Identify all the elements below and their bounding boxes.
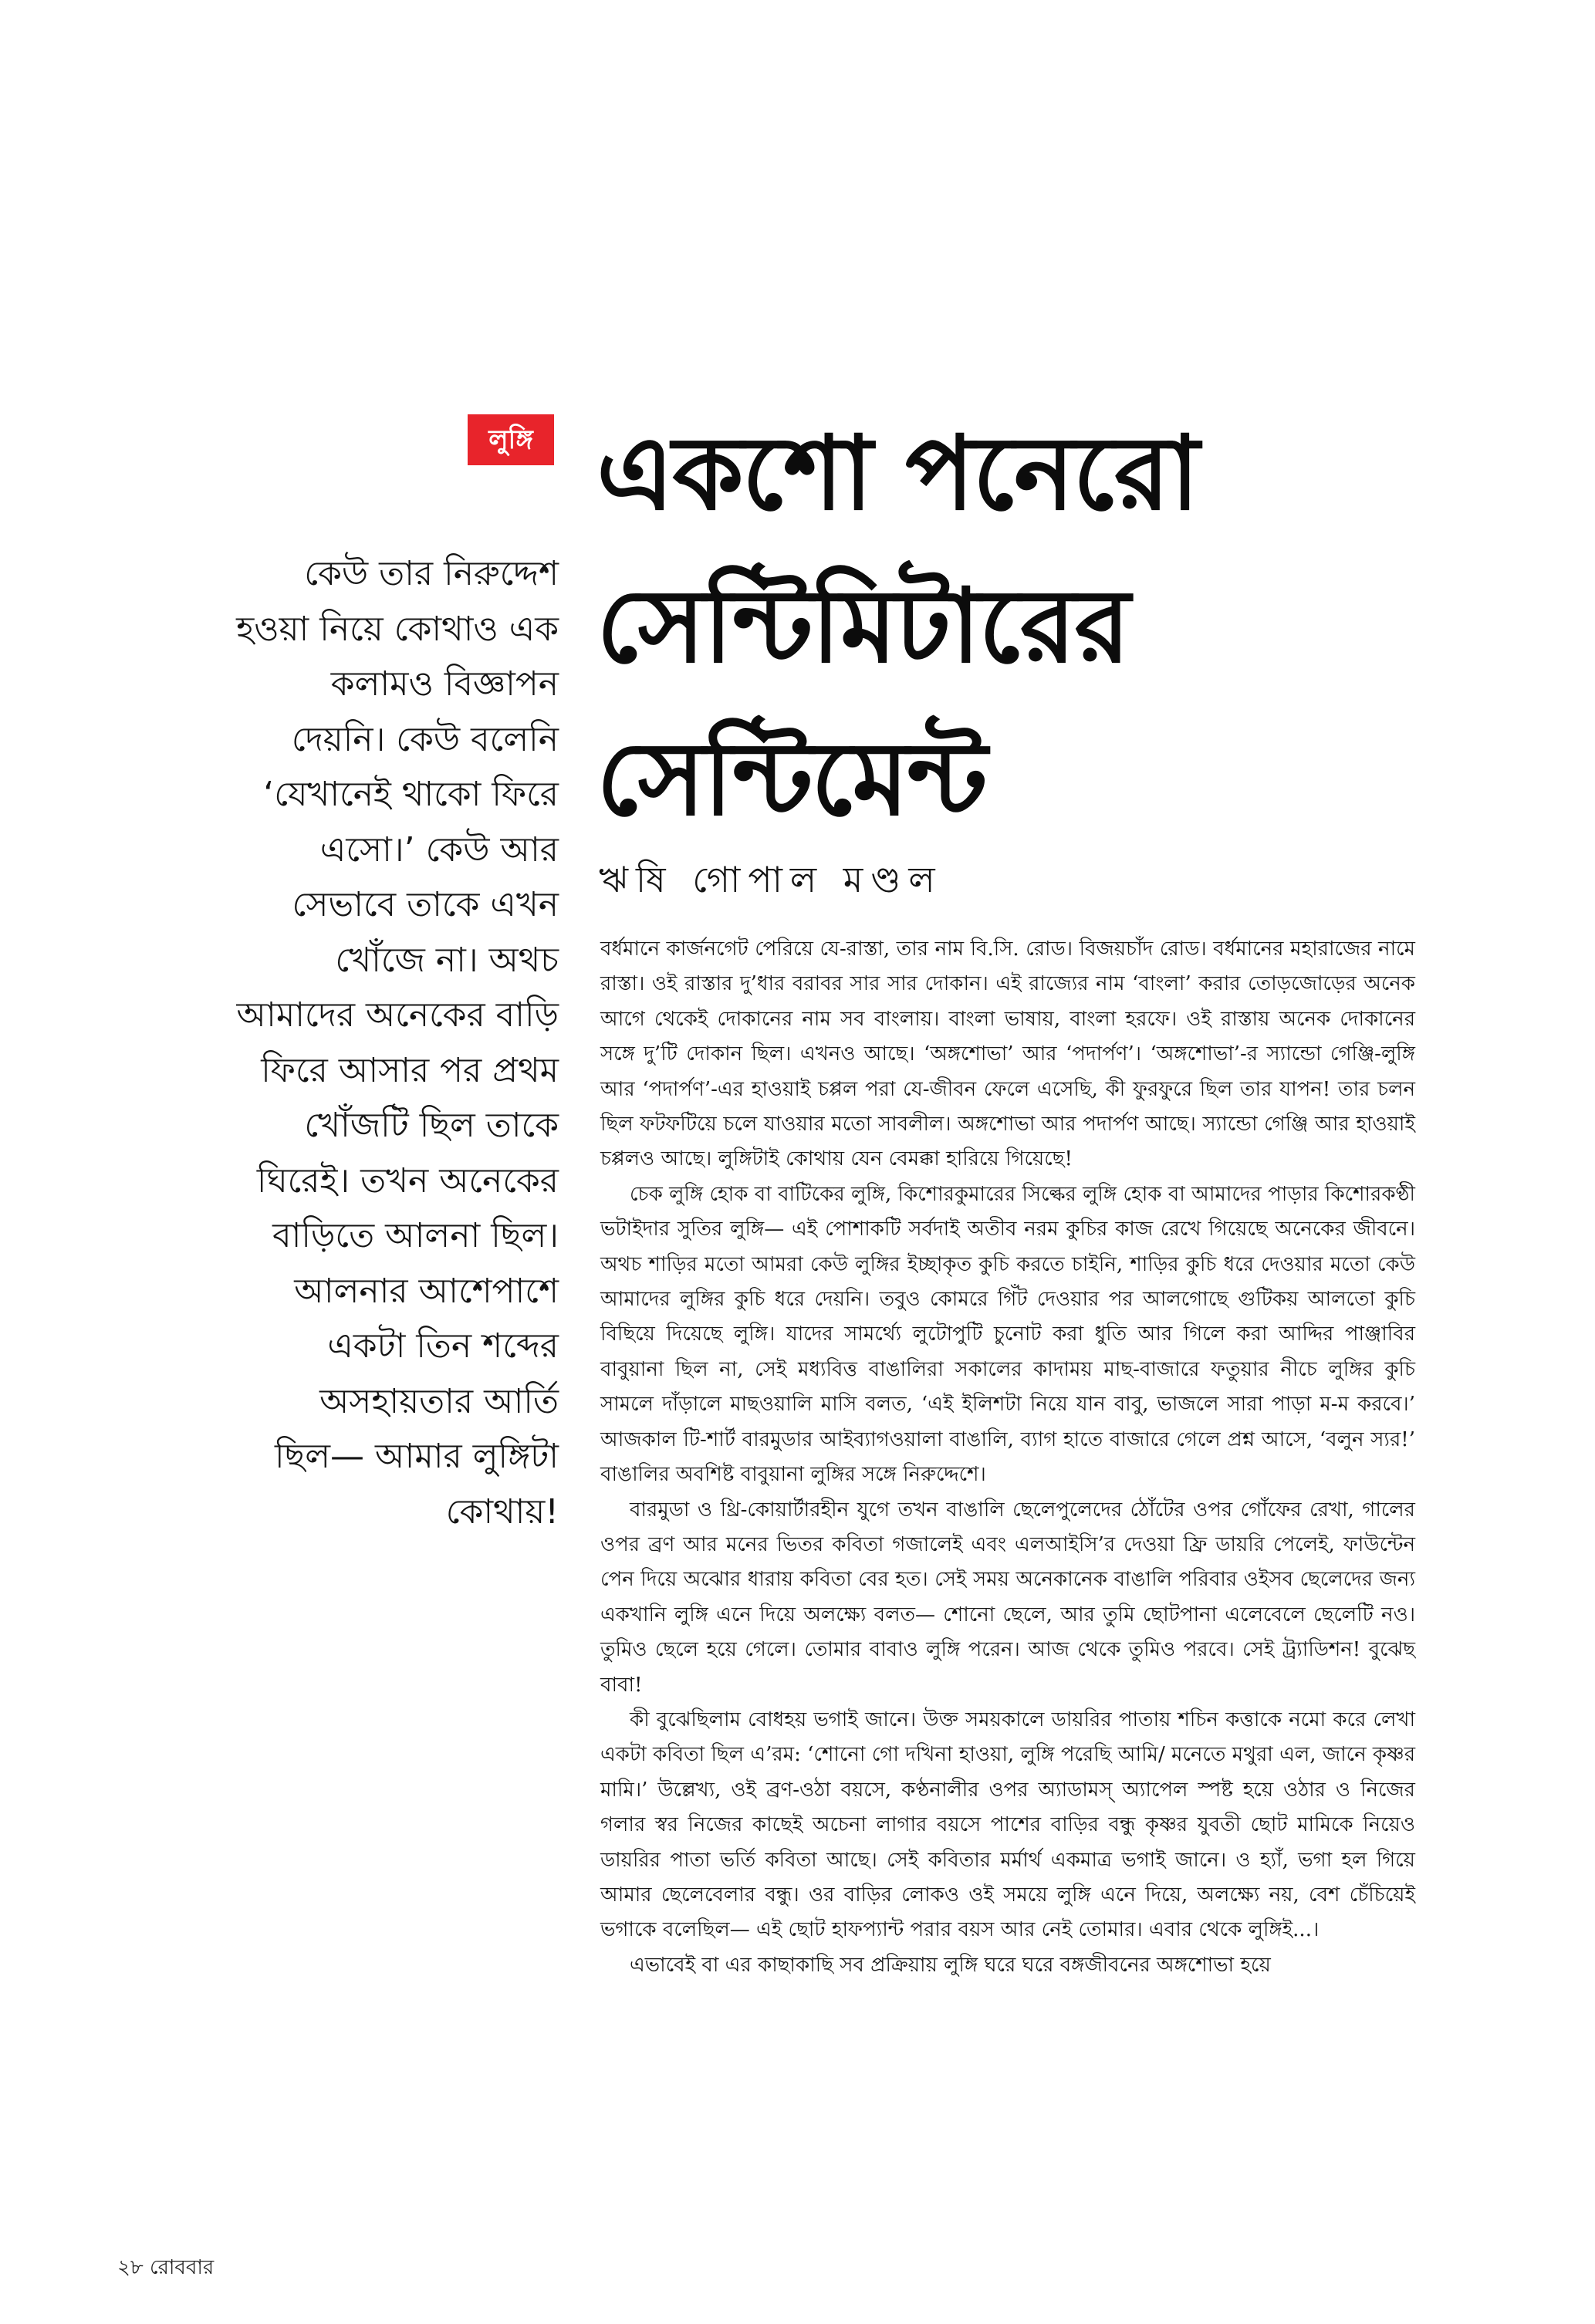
pull-quote-line: কেউ তার নিরুদ্দেশ xyxy=(304,554,559,593)
pull-quote-line: ফিরে আসার পর প্রথম xyxy=(261,1050,559,1090)
body-paragraph: বারমুডা ও থ্রি-কোয়ার্টারহীন যুগে তখন বাঙালি ছেলেপুলেদের ঠোঁটের ওপর গোঁফের রেখা, গালের ওপর ব্রণ আর মনের ভিতর কবিতা গজালেই এবং এলআইসি’র দেওয়া ফ্রি ডায়রি পেলেই, ফাউন্টেন পেন দিয়ে অঝোর ধারায় কবিতা বের হত। সেই সময় অনেকানেক বাঙালি পরিবার ওইসব ছেলেদের জন্য একখানি লুঙ্গি এনে দিয়ে অলক্ষ্যে বলত— শোনো ছেলে, আর তুমি ছোটপানা এলেবেলে ছেলেটি নও। তুমিও ছেলে হয়ে গেলে। তোমার বাবাও লুঙ্গি পরেন। আজ থেকে তুমিও পরবে। সেই ট্র্যাডিশন! বুঝেছ বাবা! xyxy=(600,1498,1415,1697)
pull-quote-line: খোঁজে না। অথচ xyxy=(335,940,559,980)
body-paragraph: কী বুঝেছিলাম বোধহয় ভগাই জানে। উক্ত সময়কালে ডায়রির পাতায় শচিন কত্তাকে নমো করে লেখা একটা কবিতা ছিল এ’রম: ‘শোনো গো দখিনা হাওয়া, লুঙ্গি পরেছি আমি/ মনেতে মথুরা এল, জানে কৃষ্ণর মামি।’ উল্লেখ্য, ওই ব্রণ-ওঠা বয়সে, কণ্ঠনালীর ওপর অ্যাডামস্ অ্যাপেল স্পষ্ট হয়ে ওঠার ও নিজের গলার স্বর নিজের কাছেই অচেনা লাগার বয়সে পাশের বাড়ির বন্ধু কৃষ্ণর যুবতী ছোট মামিকে নিয়েও ডায়রির পাতা ভর্তি কবিতা আছে। সেই কবিতার মর্মার্থ একমাত্র ভগাই জানে। ও হ্যাঁ, ভগা হল গিয়ে আমার ছেলেবেলার বন্ধু। ওর বাড়ির লোকও ওই সময়ে লুঙ্গি এনে দিয়ে, অলক্ষ্যে নয়, বেশ চেঁচিয়েই ভগাকে বলেছিল— এই ছোট হাফপ্যান্ট পরার বয়স আর নেই তোমার। এবার থেকে লুঙ্গিই...। xyxy=(600,1708,1415,1942)
section-tag: লুঙ্গি xyxy=(468,414,554,465)
pull-quote-line: ঘিরেই। তখন অনেকের xyxy=(256,1160,559,1201)
pull-quote-line: কলামও বিজ্ঞাপন xyxy=(330,664,559,704)
pull-quote-line: একটা তিন শব্দের xyxy=(327,1326,559,1366)
pull-quote-line: আলনার আশেপাশে xyxy=(294,1271,559,1311)
pull-quote-line: আমাদের অনেকের বাড়ি xyxy=(236,995,559,1035)
body-paragraph: চেক লুঙ্গি হোক বা বাটিকের লুঙ্গি, কিশোরকুমারের সিল্কের লুঙ্গি হোক বা আমাদের পাড়ার কিশোরকণ্ঠী ভটাইদার সুতির লুঙ্গি— এই পোশাকটি সর্বদাই অতীব নরম কুচির কাজ রেখে গিয়েছে অনেকের জীবনে। অথচ শাড়ির মতো আমরা কেউ লুঙ্গির ইচ্ছাকৃত কুচি করতে চাইনি, শাড়ির কুচি ধরে দেওয়ার মতো কেউ আমাদের লুঙ্গির কুচি ধরে দেয়নি। তবুও কোমরে গিঁট দেওয়ার পর আলগোছে গুটিকয় আলতো কুচি বিছিয়ে দিয়েছে লুঙ্গি। যাদের সামর্থ্যে লুটোপুটি চুনোট করা ধুতি আর গিলে করা আদ্দির পাঞ্জাবির বাবুয়ানা ছিল না, সেই মধ্যবিত্ত বাঙালিরা সকালের কাদাময় মাছ-বাজারে ফতুয়ার নীচে লুঙ্গির কুচি সামলে দাঁড়ালে মাছওয়ালি মাসি বলত, ‘এই ইলিশটা নিয়ে যান বাবু, ভাজলে সারা পাড়া ম-ম করবে।’ আজকাল টি-শার্ট বারমুডার আইব্যাগওয়ালা বাঙালি, ব্যাগ হাতে বাজারে গেলে প্রশ্ন আসে, ‘বলুন স্যর!’ বাঙালির অবশিষ্ট বাবুয়ানা লুঙ্গির সঙ্গে নিরুদ্দেশে। xyxy=(600,1182,1415,1487)
pull-quote-line: অসহায়তার আর্তি xyxy=(319,1381,559,1421)
headline-line-1: একশো পনেরো xyxy=(596,414,1198,533)
pull-quote-line: সেভাবে তাকে এখন xyxy=(292,885,559,924)
pull-quote-line: কোথায়! xyxy=(445,1491,559,1532)
pull-quote-line: দেয়নি। কেউ বলেনি xyxy=(291,719,559,759)
pull-quote-line: হওয়া নিয়ে কোথাও এক xyxy=(236,609,559,649)
headline-line-2: সেন্টিমিটারের xyxy=(596,567,1129,686)
body-paragraph: এভাবেই বা এর কাছাকাছি সব প্রক্রিয়ায় লুঙ্গি ঘরে ঘরে বঙ্গজীবনের অঙ্গশোভা হয়ে xyxy=(630,1953,1271,1977)
headline-line-3: সেন্টিমেন্ট xyxy=(596,720,986,839)
page-folio: ২৮ রোববার xyxy=(117,2256,215,2279)
pull-quote xyxy=(116,546,559,1539)
body-paragraph: বর্ধমানে কার্জনগেট পেরিয়ে যে-রাস্তা, তার নাম বি.সি. রোড। বিজয়চাঁদ রোড। বর্ধমানের মহারাজের নামে রাস্তা। ওই রাস্তার দু’ধার বরাবর সার সার দোকান। এই রাজ্যের নাম ‘বাংলা’ করার তোড়জোড়ের অনেক আগে থেকেই দোকানের নাম সব বাংলায়। বাংলা ভাষায়, বাংলা হরফে। ওই রাস্তায় অনেক দোকানের সঙ্গে দু’টি দোকান ছিল। এখনও আছে। ‘অঙ্গশোভা’ আর ‘পদার্পণ’। ‘অঙ্গশোভা’-র স্যান্ডো গেঞ্জি-লুঙ্গি আর ‘পদার্পণ’-এর হাওয়াই চপ্পল পরা যে-জীবন ফেলে এসেছি, কী ফুরফুরে ছিল তার যাপন! তার চলন ছিল ফটফটিয়ে চলে যাওয়ার মতো সাবলীল। অঙ্গশোভা আর পদার্পণ আছে। স্যান্ডো গেঞ্জি আর হাওয়াই চপ্পলও আছে। লুঙ্গিটাই কোথায় যেন বেমক্কা হারিয়ে গিয়েছে! xyxy=(600,937,1415,1171)
author-byline: ঋষি গোপাল মণ্ডল xyxy=(599,859,943,900)
pull-quote-line: ‘যেখানেই থাকো ফিরে xyxy=(263,775,559,814)
pull-quote-line: খোঁজটি ছিল তাকে xyxy=(304,1106,559,1145)
pull-quote-line: এসো।’ কেউ আর xyxy=(319,829,559,870)
pull-quote-line: বাড়িতে আলনা ছিল। xyxy=(272,1216,559,1255)
pull-quote-line: ছিল— আমার লুঙ্গিটা xyxy=(274,1437,559,1476)
article-headline xyxy=(596,397,1522,856)
article-body xyxy=(600,932,1415,1983)
